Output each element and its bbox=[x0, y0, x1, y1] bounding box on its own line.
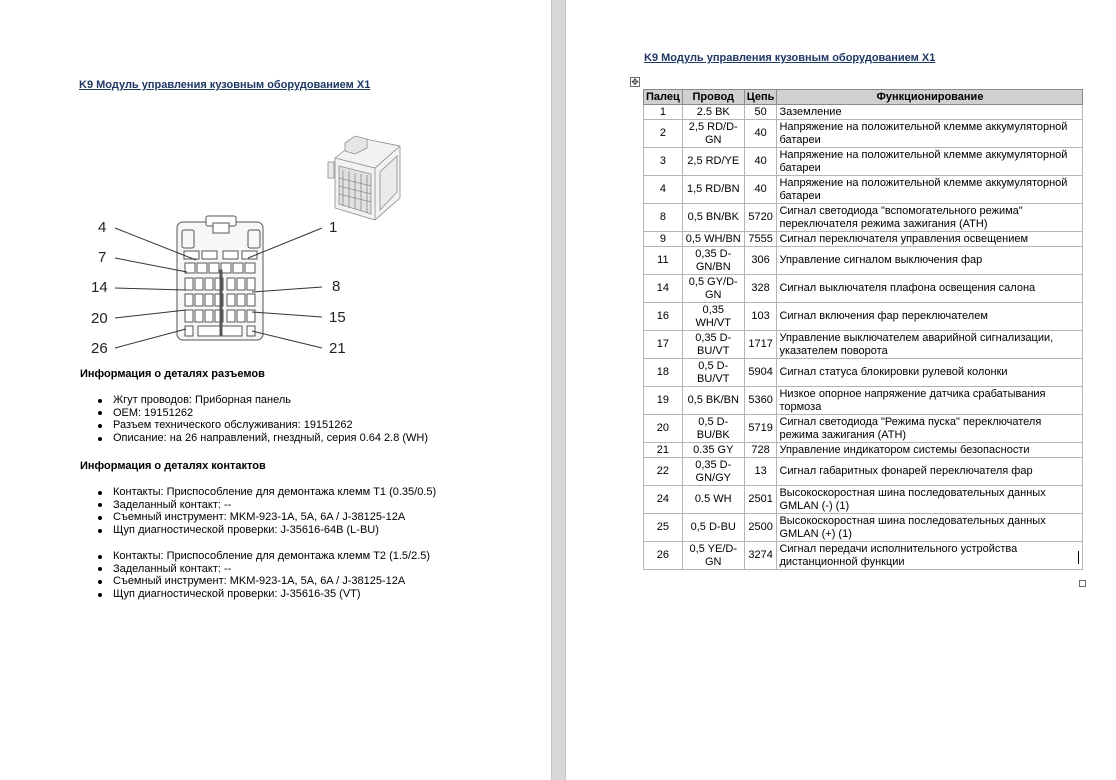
table-row bbox=[644, 359, 1083, 387]
terminal-info-heading: Информация о деталях контактов bbox=[80, 460, 266, 472]
cell-function: Управление индикатором системы безопасности bbox=[777, 443, 1083, 458]
list-item: Съемный инструмент: MKM-923-1A, 5A, 6A / J-38125-12A bbox=[96, 511, 436, 524]
cell-pin: 4 bbox=[644, 176, 683, 204]
table-row bbox=[644, 303, 1083, 331]
cell-pin: 17 bbox=[644, 331, 683, 359]
cell-pin: 14 bbox=[644, 275, 683, 303]
list-item: Разъем технического обслуживания: 19151262 bbox=[96, 419, 428, 432]
cell-function: Сигнал статуса блокировки рулевой колонки bbox=[777, 359, 1083, 387]
move-icon[interactable]: ✥ bbox=[631, 77, 639, 87]
cell-circuit: 306 bbox=[744, 247, 777, 275]
cell-function: Сигнал светодиода "вспомогательного режима" переключателя режима зажигания (ATH) bbox=[777, 204, 1083, 232]
table-row bbox=[644, 247, 1083, 275]
table-row bbox=[644, 331, 1083, 359]
table-row bbox=[644, 204, 1083, 232]
cell-wire: 0,5 D-BU/BK bbox=[682, 415, 744, 443]
table-row bbox=[644, 486, 1083, 514]
cell-circuit: 40 bbox=[744, 176, 777, 204]
cell-wire: 0,35 D-BU/VT bbox=[682, 331, 744, 359]
cell-circuit: 40 bbox=[744, 148, 777, 176]
cell-wire: 0,5 D-BU/VT bbox=[682, 359, 744, 387]
pin-label-left-2: 7 bbox=[98, 249, 107, 266]
cell-wire: 0,5 GY/D-GN bbox=[682, 275, 744, 303]
cell-function: Заземление bbox=[777, 105, 1083, 120]
cell-wire: 2,5 RD/D-GN bbox=[682, 120, 744, 148]
cell-pin: 21 bbox=[644, 443, 683, 458]
cell-function: Сигнал светодиода "Режима пуска" переключателя режима зажигания (ATH) bbox=[777, 415, 1083, 443]
table-row bbox=[644, 542, 1083, 570]
cell-pin: 1 bbox=[644, 105, 683, 120]
left-page bbox=[0, 0, 551, 780]
cell-pin: 9 bbox=[644, 232, 683, 247]
table-body bbox=[644, 105, 1083, 570]
col-header-circuit: Цепь bbox=[744, 90, 777, 105]
table-row bbox=[644, 443, 1083, 458]
cell-pin: 8 bbox=[644, 204, 683, 232]
cell-circuit: 328 bbox=[744, 275, 777, 303]
list-item: OEM: 19151262 bbox=[96, 407, 428, 420]
cell-pin: 3 bbox=[644, 148, 683, 176]
list-item: Контакты: Приспособление для демонтажа клемм T2 (1.5/2.5) bbox=[96, 550, 430, 563]
cell-wire: 0,35 D-GN/BN bbox=[682, 247, 744, 275]
list-item: Описание: на 26 направлений, гнездный, серия 0.64 2.8 (WH) bbox=[96, 432, 428, 445]
cell-wire: 0,5 WH/BN bbox=[682, 232, 744, 247]
cell-circuit: 2500 bbox=[744, 514, 777, 542]
cell-function: Напряжение на положительной клемме аккумуляторной батареи bbox=[777, 148, 1083, 176]
cell-circuit: 1717 bbox=[744, 331, 777, 359]
cell-circuit: 3274 bbox=[744, 542, 777, 570]
cell-wire: 2.5 BK bbox=[682, 105, 744, 120]
cell-wire: 2,5 RD/YE bbox=[682, 148, 744, 176]
page-title[interactable]: K9 Модуль управления кузовным оборудованием X1 bbox=[644, 52, 936, 64]
cell-function: Управление выключателем аварийной сигнализации, указателем поворота bbox=[777, 331, 1083, 359]
col-header-function: Функционирование bbox=[777, 90, 1083, 105]
table-row bbox=[644, 176, 1083, 204]
cell-circuit: 7555 bbox=[744, 232, 777, 247]
cell-circuit: 5360 bbox=[744, 387, 777, 415]
list-item: Щуп диагностической проверки: J-35616-64B (L-BU) bbox=[96, 524, 436, 537]
col-header-wire: Провод bbox=[682, 90, 744, 105]
cell-wire: 0,35 WH/VT bbox=[682, 303, 744, 331]
col-header-pin: Палец bbox=[644, 90, 683, 105]
table-row bbox=[644, 514, 1083, 542]
cell-pin: 2 bbox=[644, 120, 683, 148]
cell-pin: 22 bbox=[644, 458, 683, 486]
cell-pin: 16 bbox=[644, 303, 683, 331]
cell-circuit: 728 bbox=[744, 443, 777, 458]
cell-circuit: 50 bbox=[744, 105, 777, 120]
text-cursor bbox=[1078, 551, 1079, 564]
table-row bbox=[644, 387, 1083, 415]
cell-wire: 0,5 YE/D-GN bbox=[682, 542, 744, 570]
cell-function: Напряжение на положительной клемме аккумуляторной батареи bbox=[777, 176, 1083, 204]
cell-wire: 0,5 BN/BK bbox=[682, 204, 744, 232]
table-row bbox=[644, 120, 1083, 148]
cell-function: Сигнал включения фар переключателем bbox=[777, 303, 1083, 331]
cell-pin: 19 bbox=[644, 387, 683, 415]
cell-circuit: 5720 bbox=[744, 204, 777, 232]
terminal-info-list-1 bbox=[96, 486, 436, 537]
pin-label-right-2: 8 bbox=[332, 278, 341, 295]
connector-info-heading: Информация о деталях разъемов bbox=[80, 368, 265, 380]
cell-wire: 1,5 RD/BN bbox=[682, 176, 744, 204]
cell-wire: 0.5 WH bbox=[682, 486, 744, 514]
cell-circuit: 13 bbox=[744, 458, 777, 486]
list-item: Жгут проводов: Приборная панель bbox=[96, 394, 428, 407]
cell-function: Сигнал габаритных фонарей переключателя фар bbox=[777, 458, 1083, 486]
table-row bbox=[644, 148, 1083, 176]
cell-function: Управление сигналом выключения фар bbox=[777, 247, 1083, 275]
connector-pinout-diagram bbox=[80, 120, 410, 365]
cell-circuit: 103 bbox=[744, 303, 777, 331]
cell-function: Сигнал передачи исполнительного устройства дистанционной функции bbox=[777, 542, 1083, 570]
cell-function: Сигнал выключателя плафона освещения салона bbox=[777, 275, 1083, 303]
list-item: Контакты: Приспособление для демонтажа клемм T1 (0.35/0.5) bbox=[96, 486, 436, 499]
cell-function: Высокоскоростная шина последовательных данных GMLAN (-) (1) bbox=[777, 486, 1083, 514]
terminal-info-list-2 bbox=[96, 550, 430, 601]
connector-info-list bbox=[96, 394, 428, 445]
page-title[interactable]: K9 Модуль управления кузовным оборудованием X1 bbox=[79, 79, 371, 91]
cell-function: Сигнал переключателя управления освещением bbox=[777, 232, 1083, 247]
cell-wire: 0,5 D-BU bbox=[682, 514, 744, 542]
cell-circuit: 5904 bbox=[744, 359, 777, 387]
pin-label-right-1: 1 bbox=[329, 219, 338, 236]
table-row bbox=[644, 415, 1083, 443]
pinout-table bbox=[643, 89, 1083, 570]
resize-icon[interactable] bbox=[1079, 580, 1086, 587]
pin-label-right-4: 21 bbox=[329, 340, 346, 357]
list-item: Заделанный контакт: -- bbox=[96, 499, 436, 512]
cell-pin: 11 bbox=[644, 247, 683, 275]
cell-circuit: 2501 bbox=[744, 486, 777, 514]
page-gutter bbox=[551, 0, 566, 780]
pin-label-left-3: 14 bbox=[91, 279, 108, 296]
pin-label-left-1: 4 bbox=[98, 219, 107, 236]
table-header-row bbox=[644, 90, 1083, 105]
cell-wire: 0,5 BK/BN bbox=[682, 387, 744, 415]
cell-pin: 24 bbox=[644, 486, 683, 514]
cell-pin: 26 bbox=[644, 542, 683, 570]
cell-circuit: 40 bbox=[744, 120, 777, 148]
cell-pin: 18 bbox=[644, 359, 683, 387]
cell-function: Высокоскоростная шина последовательных данных GMLAN (+) (1) bbox=[777, 514, 1083, 542]
pin-label-right-3: 15 bbox=[329, 309, 346, 326]
right-page bbox=[566, 0, 1116, 780]
pin-label-left-5: 26 bbox=[91, 340, 108, 357]
table-row bbox=[644, 105, 1083, 120]
cell-function: Низкое опорное напряжение датчика срабатывания тормоза bbox=[777, 387, 1083, 415]
list-item: Щуп диагностической проверки: J-35616-35 (VT) bbox=[96, 588, 430, 601]
cell-pin: 25 bbox=[644, 514, 683, 542]
table-row bbox=[644, 275, 1083, 303]
cell-wire: 0,35 D-GN/GY bbox=[682, 458, 744, 486]
list-item: Съемный инструмент: MKM-923-1A, 5A, 6A / J-38125-12A bbox=[96, 575, 430, 588]
cell-wire: 0.35 GY bbox=[682, 443, 744, 458]
cell-circuit: 5719 bbox=[744, 415, 777, 443]
list-item: Заделанный контакт: -- bbox=[96, 563, 430, 576]
cell-pin: 20 bbox=[644, 415, 683, 443]
pin-label-left-4: 20 bbox=[91, 310, 108, 327]
cell-function: Напряжение на положительной клемме аккумуляторной батареи bbox=[777, 120, 1083, 148]
table-row bbox=[644, 458, 1083, 486]
table-row bbox=[644, 232, 1083, 247]
